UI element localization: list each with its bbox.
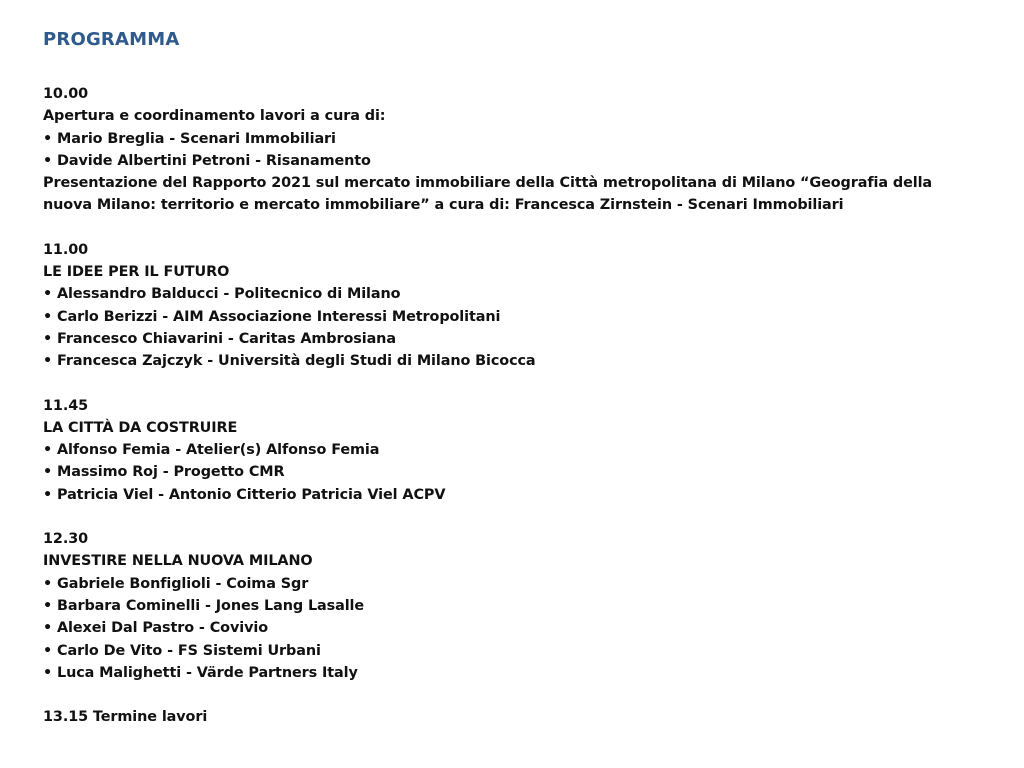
speaker-item: • Luca Malighetti - Värde Partners Italy (43, 664, 358, 681)
speaker-item: • Alexei Dal Pastro - Covivio (43, 620, 268, 637)
speaker-item: • Francesco Chiavarini - Caritas Ambrosiana (43, 330, 396, 347)
speaker-item: • Davide Albertini Petroni - Risanamento (43, 152, 371, 169)
speaker-item: • Mario Breglia - Scenari Immobiliari (43, 130, 336, 147)
session-heading: INVESTIRE NELLA NUOVA MILANO (43, 553, 313, 570)
closing-block (43, 706, 1024, 728)
session-time: 11.00 (43, 241, 89, 258)
speaker-item: • Carlo De Vito - FS Sistemi Urbani (43, 642, 321, 659)
session-time: 11.45 (43, 397, 89, 414)
session-note: Presentazione del Rapporto 2021 sul mercato immobiliare della Città metropolitana di Milano “Geografia della nuova Milano: territorio e mercato immobiliare” a cura di: Francesca Zirnstein - Scenari Immobiliari (43, 175, 933, 214)
session-11-45 (43, 395, 1024, 506)
session-11-00 (43, 239, 1024, 373)
session-time: 10.00 (43, 86, 89, 102)
session-10-00 (43, 83, 1024, 217)
session-12-30 (43, 528, 1024, 684)
speaker-item: • Alfonso Femia - Atelier(s) Alfonso Femia (43, 442, 380, 459)
speaker-item: • Carlo Berizzi - AIM Associazione Interessi Metropolitani (43, 308, 501, 325)
closing-line: 13.15 Termine lavori (43, 709, 208, 726)
session-heading: LE IDEE PER IL FUTURO (43, 264, 230, 281)
speaker-item: • Alessandro Balducci - Politecnico di Milano (43, 286, 401, 303)
speaker-item: • Gabriele Bonfiglioli - Coima Sgr (43, 575, 309, 592)
session-time: 12.30 (43, 531, 89, 548)
speaker-item: • Barbara Cominelli - Jones Lang Lasalle (43, 597, 365, 614)
speaker-item: • Francesca Zajczyk - Università degli Studi di Milano Bicocca (43, 353, 536, 370)
speaker-item: • Patricia Viel - Antonio Citterio Patricia Viel ACPV (43, 486, 446, 503)
session-heading: LA CITTÀ DA COSTRUIRE (43, 419, 238, 436)
session-heading: Apertura e coordinamento lavori a cura di: (43, 108, 386, 125)
page-title: PROGRAMMA (43, 29, 180, 50)
speaker-item: • Massimo Roj - Progetto CMR (43, 464, 285, 481)
